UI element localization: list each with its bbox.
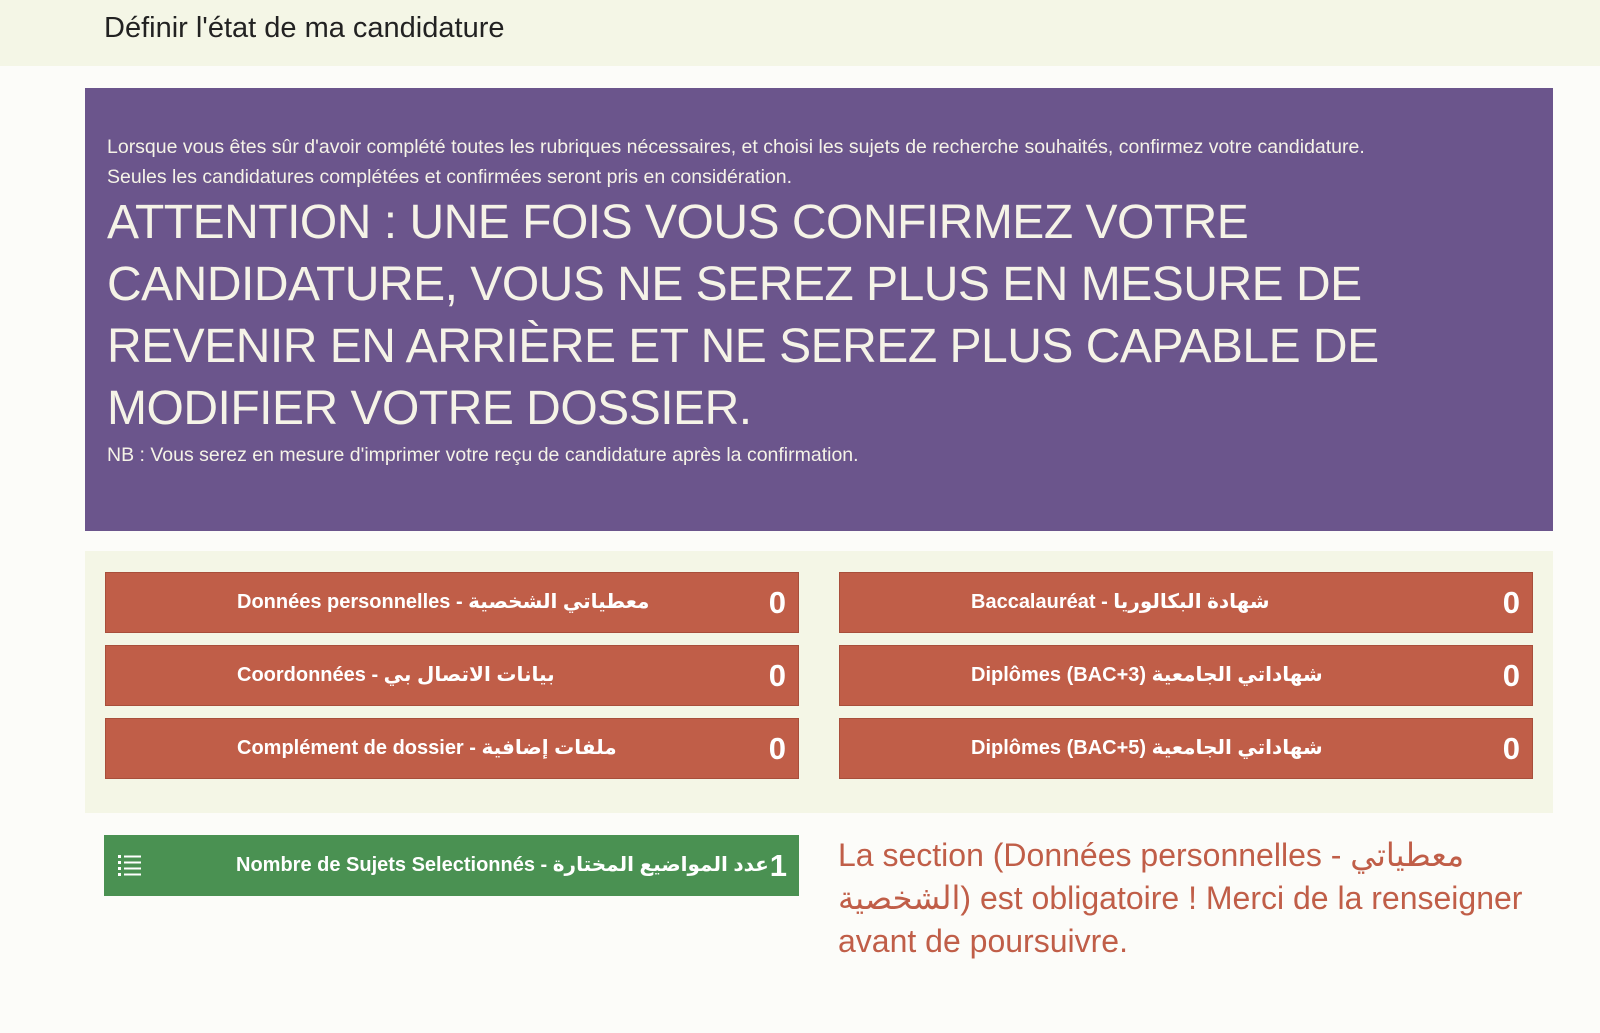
notice-intro-line-2: Seules les candidatures complétées et confirmées seront pris en considération. — [107, 166, 793, 188]
section-baccalaureat[interactable] — [839, 572, 1533, 633]
sections-panel — [85, 551, 1553, 813]
section-complement-dossier[interactable] — [105, 718, 799, 779]
section-donnees-personnelles[interactable] — [105, 572, 799, 633]
confirmation-notice — [85, 88, 1553, 531]
page-header — [0, 0, 1600, 66]
notice-nb: NB : Vous serez en mesure d'imprimer votre reçu de candidature après la confirmation. — [107, 444, 859, 466]
section-count: 0 — [768, 731, 786, 766]
section-count: 0 — [1502, 585, 1520, 620]
section-label: Données personnelles - معطياتي الشخصية — [237, 591, 650, 613]
section-diplomes-bac3[interactable] — [839, 645, 1533, 706]
notice-intro-line-1: Lorsque vous êtes sûr d'avoir complété toutes les rubriques nécessaires, et choisi les sujets de recherche souhaités, confirmez votre candidature. — [107, 136, 1365, 158]
section-label: Diplômes (BAC+3) شهاداتي الجامعية — [971, 664, 1323, 686]
section-diplomes-bac5[interactable] — [839, 718, 1533, 779]
notice-warning: ATTENTION : UNE FOIS VOUS CONFIRMEZ VOTRE CANDIDATURE, VOUS NE SEREZ PLUS EN MESURE DE REVENIR EN ARRIÈRE ET NE SEREZ PLUS CAPABLE DE MODIFIER VOTRE DOSSIER. — [107, 196, 1379, 435]
section-label: Complément de dossier - ملفات إضافية — [237, 737, 617, 759]
section-count: 0 — [1502, 658, 1520, 693]
subjects-label: Nombre de Sujets Selectionnés - عدد المواضيع المختارة — [236, 854, 769, 876]
section-count: 0 — [1502, 731, 1520, 766]
required-section-error: La section (Données personnelles - معطياتي الشخصية) est obligatoire ! Merci de la renseigner avant de poursuivre. — [838, 837, 1523, 959]
section-label: Coordonnées - بيانات الاتصال بي — [237, 664, 555, 686]
section-count: 0 — [768, 658, 786, 693]
section-label: Diplômes (BAC+5) شهاداتي الجامعية — [971, 737, 1323, 759]
list-icon — [118, 854, 142, 876]
selected-subjects-button[interactable] — [104, 835, 799, 896]
section-count: 0 — [768, 585, 786, 620]
subjects-count: 1 — [769, 848, 787, 883]
page-title: Définir l'état de ma candidature — [104, 12, 505, 44]
section-label: Baccalauréat - شهادة البكالوريا — [971, 591, 1270, 613]
section-coordonnees[interactable] — [105, 645, 799, 706]
